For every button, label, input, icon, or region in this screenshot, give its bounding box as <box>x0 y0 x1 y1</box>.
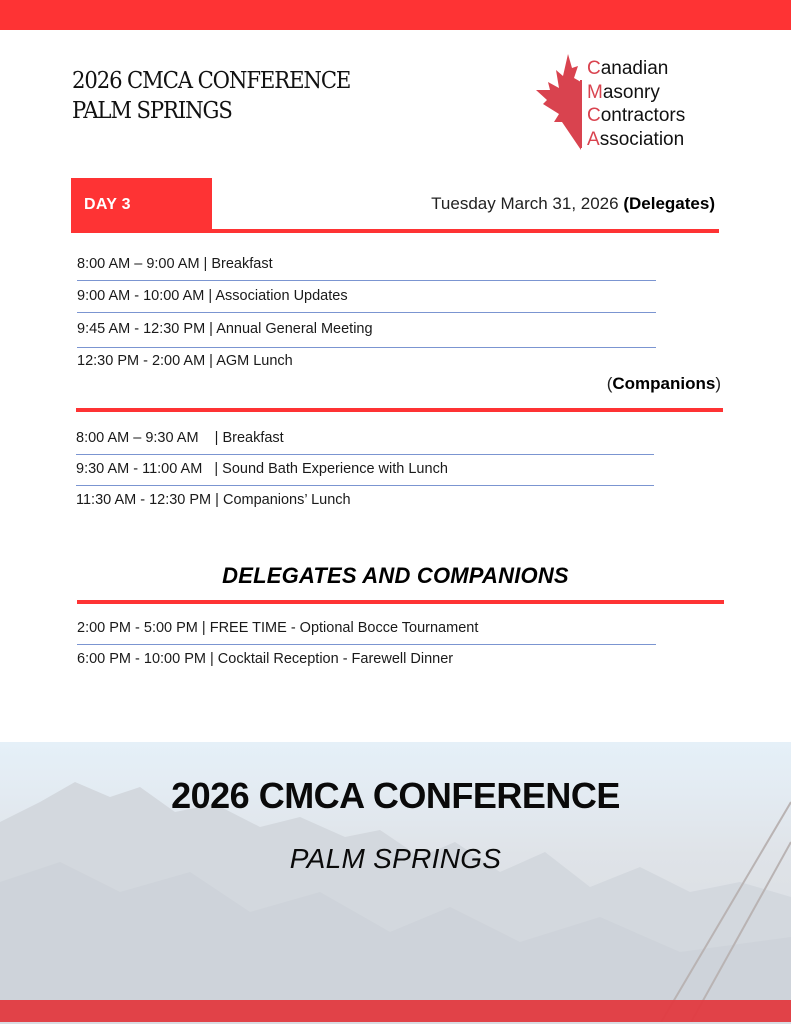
logo-line: Canadian <box>587 58 669 79</box>
section-divider <box>76 408 723 412</box>
footer-title: 2026 CMCA CONFERENCE <box>171 775 620 816</box>
section-divider <box>71 229 719 233</box>
schedule-item: 11:30 AM - 12:30 PM | Companions’ Lunch <box>76 492 351 508</box>
companions-label: (Companions) <box>606 374 721 393</box>
section-divider <box>77 600 724 604</box>
logo-line: Association <box>587 128 685 150</box>
top-red-band <box>0 0 791 30</box>
cmca-logo <box>534 52 724 152</box>
row-divider <box>77 644 656 645</box>
row-divider <box>77 347 656 348</box>
schedule-item: 8:00 AM – 9:30 AM | Breakfast <box>76 430 284 446</box>
schedule-item: 8:00 AM – 9:00 AM | Breakfast <box>77 256 273 272</box>
footer-banner <box>0 742 791 1024</box>
page-title <box>72 66 350 126</box>
day-label: DAY 3 <box>84 196 131 213</box>
logo-line: Masonry <box>587 81 660 103</box>
row-divider <box>76 485 654 486</box>
row-divider <box>77 280 656 281</box>
day-date: Tuesday March 31, 2026 (Delegates) <box>431 194 715 213</box>
schedule-item: 12:30 PM - 2:00 AM | AGM Lunch <box>77 353 293 369</box>
maple-leaf-icon <box>534 52 586 150</box>
logo-line: Contractors <box>587 105 686 126</box>
row-divider <box>77 312 656 313</box>
row-divider <box>76 454 654 455</box>
day-badge <box>71 178 212 230</box>
schedule-item: 2:00 PM - 5:00 PM | FREE TIME - Optional Bocce Tournament <box>77 620 479 636</box>
joint-section-heading: DELEGATES AND COMPANIONS <box>222 563 569 588</box>
logo-wordmark <box>587 57 685 151</box>
schedule-item: 6:00 PM - 10:00 PM | Cocktail Reception - Farewell Dinner <box>77 651 454 667</box>
schedule-item: 9:45 AM - 12:30 PM | Annual General Meeting <box>77 321 373 337</box>
audience-delegates: Delegates <box>629 194 710 213</box>
schedule-item: 9:00 AM - 10:00 AM | Association Updates <box>77 288 348 304</box>
bottom-red-band <box>0 1000 791 1022</box>
page-title-line-1: 2026 CMCA CONFERENCE <box>72 68 351 94</box>
footer-subtitle: PALM SPRINGS <box>289 843 502 874</box>
schedule-item: 9:30 AM - 11:00 AM | Sound Bath Experience with Lunch <box>76 461 448 477</box>
page-title-line-2: PALM SPRINGS <box>72 98 232 124</box>
